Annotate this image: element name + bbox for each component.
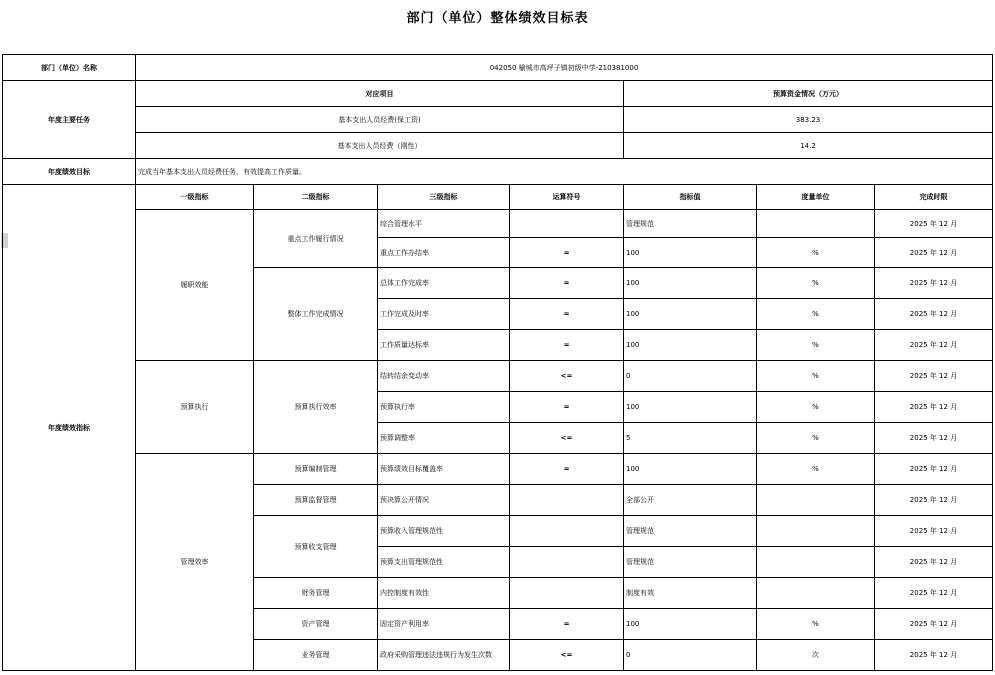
indicator-operator	[510, 578, 624, 609]
indicator-value: 0	[624, 640, 757, 671]
indicator-unit: %	[757, 330, 875, 361]
dept-label: 部门（单位）名称	[3, 55, 136, 81]
indicator-value: 5	[624, 423, 757, 454]
goal-text: 完成当年基本支出人员经费任务，有效提高工作质量。	[136, 159, 993, 185]
header-value: 指标值	[624, 185, 757, 210]
header-deadline: 完成时限	[875, 185, 993, 210]
indicator-value: 管理规范	[624, 547, 757, 578]
indicator-unit: %	[757, 454, 875, 485]
indicator-operator: =	[510, 609, 624, 640]
dept-row	[3, 55, 993, 81]
goal-label: 年度绩效目标	[3, 159, 136, 185]
indicator-name: 预决算公开情况	[378, 485, 510, 516]
indicator-row	[3, 210, 993, 238]
indicator-value: 100	[624, 609, 757, 640]
indicator-operator: =	[510, 299, 624, 330]
indicator-value: 100	[624, 454, 757, 485]
indicator-name: 预算调整率	[378, 423, 510, 454]
indicators-label: 年度绩效指标	[3, 185, 136, 671]
indicator-name: 综合管理水平	[378, 210, 510, 238]
page-title: 部门（单位）整体绩效目标表	[406, 11, 589, 26]
indicator-deadline: 2025 年 12 月	[875, 423, 993, 454]
indicator-operator: =	[510, 454, 624, 485]
indicator-operator: =	[510, 392, 624, 423]
indicator-value: 管理规范	[624, 516, 757, 547]
level2-cell: 预算执行效率	[254, 361, 378, 454]
indicator-unit: %	[757, 299, 875, 330]
indicator-operator: =	[510, 238, 624, 268]
indicator-operator	[510, 547, 624, 578]
indicator-unit: %	[757, 609, 875, 640]
indicator-operator: <=	[510, 423, 624, 454]
indicator-value: 100	[624, 299, 757, 330]
indicator-name: 总体工作完成率	[378, 268, 510, 299]
indicator-unit	[757, 578, 875, 609]
indicator-operator: =	[510, 330, 624, 361]
indicator-name: 预算支出管理规范性	[378, 547, 510, 578]
level2-cell: 资产管理	[254, 609, 378, 640]
indicator-name: 结转结余变动率	[378, 361, 510, 392]
indicator-operator: <=	[510, 640, 624, 671]
indicator-deadline: 2025 年 12 月	[875, 392, 993, 423]
level1-cell: 预算执行	[136, 361, 254, 454]
indicator-operator	[510, 516, 624, 547]
level2-cell: 整体工作完成情况	[254, 268, 378, 361]
indicator-deadline: 2025 年 12 月	[875, 210, 993, 238]
indicator-unit: %	[757, 361, 875, 392]
tasks-col-item: 对应项目	[136, 81, 624, 107]
indicator-unit: %	[757, 392, 875, 423]
indicator-unit	[757, 485, 875, 516]
indicator-deadline: 2025 年 12 月	[875, 516, 993, 547]
indicator-value: 全部公开	[624, 485, 757, 516]
indicator-row	[3, 454, 993, 485]
task-row	[3, 133, 993, 159]
dept-value: 042050 榆城市高坪子镇初级中学-210381000	[136, 55, 993, 81]
indicator-name: 工作质量达标率	[378, 330, 510, 361]
indicator-deadline: 2025 年 12 月	[875, 238, 993, 268]
indicator-deadline: 2025 年 12 月	[875, 640, 993, 671]
header-unit: 度量单位	[757, 185, 875, 210]
indicator-deadline: 2025 年 12 月	[875, 361, 993, 392]
header-level2: 二级指标	[254, 185, 378, 210]
indicator-unit: %	[757, 238, 875, 268]
indicator-name: 重点工作办结率	[378, 238, 510, 268]
indicator-name: 内控制度有效性	[378, 578, 510, 609]
level2-cell: 业务管理	[254, 640, 378, 671]
indicator-name: 固定资产利用率	[378, 609, 510, 640]
indicator-value: 制度有效	[624, 578, 757, 609]
indicator-value: 0	[624, 361, 757, 392]
level2-cell: 预算监督管理	[254, 485, 378, 516]
level1-cell: 履职效能	[136, 210, 254, 361]
task-amount: 14.2	[624, 133, 993, 159]
indicator-unit	[757, 547, 875, 578]
indicator-operator	[510, 210, 624, 238]
tasks-label: 年度主要任务	[3, 81, 136, 159]
task-item: 基本支出人员经费(保工资)	[136, 107, 624, 133]
level2-cell: 重点工作履行情况	[254, 210, 378, 268]
tasks-header-row	[3, 81, 993, 107]
level2-cell: 财务管理	[254, 578, 378, 609]
indicator-deadline: 2025 年 12 月	[875, 330, 993, 361]
task-item: 基本支出人员经费（刚性）	[136, 133, 624, 159]
indicator-deadline: 2025 年 12 月	[875, 578, 993, 609]
indicator-operator: <=	[510, 361, 624, 392]
indicator-name: 工作完成及时率	[378, 299, 510, 330]
indicator-value: 100	[624, 330, 757, 361]
indicator-row	[3, 361, 993, 392]
indicator-operator: =	[510, 268, 624, 299]
indicator-name: 预算收入管理规范性	[378, 516, 510, 547]
indicator-value: 管理规范	[624, 210, 757, 238]
performance-table	[2, 54, 993, 671]
level1-cell: 管理效率	[136, 454, 254, 671]
indicator-deadline: 2025 年 12 月	[875, 485, 993, 516]
indicator-unit	[757, 210, 875, 238]
indicator-deadline: 2025 年 12 月	[875, 547, 993, 578]
indicator-name: 政府采购管理违法违规行为发生次数	[378, 640, 510, 671]
level2-cell: 预算编制管理	[254, 454, 378, 485]
level2-cell: 预算收支管理	[254, 516, 378, 578]
indicator-value: 100	[624, 238, 757, 268]
indicator-deadline: 2025 年 12 月	[875, 609, 993, 640]
indicator-operator	[510, 485, 624, 516]
indicator-deadline: 2025 年 12 月	[875, 299, 993, 330]
header-level3: 三级指标	[378, 185, 510, 210]
indicator-unit: 次	[757, 640, 875, 671]
indicator-value: 100	[624, 392, 757, 423]
indicator-name: 预算执行率	[378, 392, 510, 423]
header-operator: 运算符号	[510, 185, 624, 210]
goal-row	[3, 159, 993, 185]
indicator-deadline: 2025 年 12 月	[875, 268, 993, 299]
indicator-unit: %	[757, 423, 875, 454]
header-level1: 一级指标	[136, 185, 254, 210]
task-amount: 383.23	[624, 107, 993, 133]
tasks-col-budget: 预算资金情况（万元）	[624, 81, 993, 107]
indicator-unit	[757, 516, 875, 547]
indicator-value: 100	[624, 268, 757, 299]
indicator-deadline: 2025 年 12 月	[875, 454, 993, 485]
task-row	[3, 107, 993, 133]
indicator-header-row	[3, 185, 993, 210]
indicator-name: 预算绩效目标覆盖率	[378, 454, 510, 485]
indicator-unit: %	[757, 268, 875, 299]
